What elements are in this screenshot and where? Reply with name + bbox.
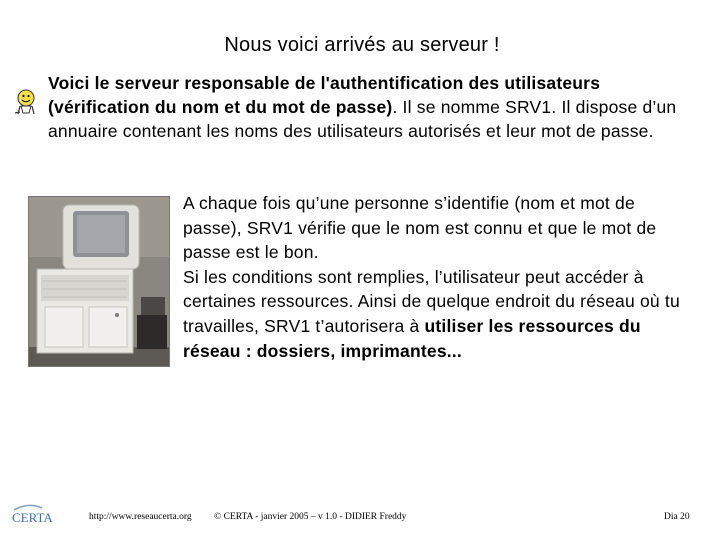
smiley-character-icon (12, 86, 38, 120)
details-bold-text: utiliser les ressources du réseau : dossiers, imprimantes... (183, 315, 641, 361)
server-computer-photo (28, 196, 170, 367)
slide-title: Nous voici arrivés au serveur ! (224, 34, 500, 56)
certa-logo-text: CERTA (12, 510, 53, 525)
details-text-1: A chaque fois qu’une personne s’identifie (nom et mot de passe), SRV1 vérifie que le nom est connu et que le mot de passe est le bon. (183, 193, 657, 263)
details-paragraph (183, 191, 693, 363)
footer-page-number: Dia 20 (664, 512, 690, 522)
certa-logo (8, 500, 78, 528)
intro-paragraph (48, 71, 698, 143)
details-text-2: Si les conditions sont remplies, l’utilisateur peut accéder à certaines ressources. Ainsi de quelque endroit du réseau où tu travailles, SRV1 t’autorisera à (183, 266, 680, 336)
intro-rest-text: . Il se nomme SRV1. Il dispose d’un annuaire contenant les noms des utilisateurs autorisés et leur mot de passe. (48, 97, 677, 141)
intro-bold-text: Voici le serveur responsable de l'authentification des utilisateurs (vérification du nom et du mot de passe) (48, 73, 601, 117)
footer-copyright: © CERTA - janvier 2005 – v 1.0 - DIDIER Freddy (214, 512, 407, 522)
footer-url[interactable]: http://www.reseaucerta.org (89, 512, 192, 522)
